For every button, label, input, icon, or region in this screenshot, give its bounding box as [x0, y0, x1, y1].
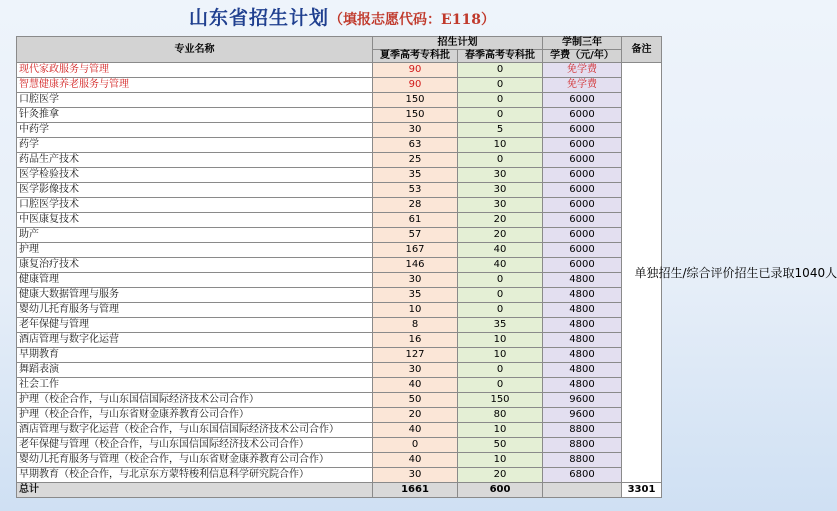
table-row	[17, 108, 662, 123]
table-row	[17, 363, 662, 378]
tuition-fee-cell: 4800	[543, 378, 622, 393]
summer-quota-cell: 63	[373, 138, 458, 153]
summer-quota-cell: 53	[373, 183, 458, 198]
spring-quota-cell: 20	[458, 213, 543, 228]
summer-quota-cell: 28	[373, 198, 458, 213]
major-name-cell: 健康管理	[17, 273, 373, 288]
summer-quota-cell: 61	[373, 213, 458, 228]
note-text: 单独招生/综合评价招生已录取1040人	[634, 265, 837, 280]
tuition-fee-cell: 9600	[543, 408, 622, 423]
page-title	[0, 4, 684, 32]
table-row	[17, 303, 662, 318]
spring-quota-cell: 0	[458, 378, 543, 393]
table-row	[17, 333, 662, 348]
spring-quota-cell: 10	[458, 453, 543, 468]
header-row-1	[17, 37, 662, 50]
tuition-fee-cell: 6000	[543, 228, 622, 243]
table-row	[17, 453, 662, 468]
major-name-cell: 口腔医学	[17, 93, 373, 108]
major-name-cell: 酒店管理与数字化运营	[17, 333, 373, 348]
spring-quota-cell: 20	[458, 228, 543, 243]
table-row	[17, 78, 662, 93]
major-name-cell: 医学影像技术	[17, 183, 373, 198]
summer-quota-cell: 50	[373, 393, 458, 408]
summer-quota-cell: 40	[373, 423, 458, 438]
major-name-cell: 护理	[17, 243, 373, 258]
tuition-fee-cell: 6000	[543, 258, 622, 273]
tuition-fee-cell: 9600	[543, 393, 622, 408]
table-row	[17, 138, 662, 153]
major-name-cell: 药品生产技术	[17, 153, 373, 168]
summer-quota-cell: 150	[373, 108, 458, 123]
tuition-fee-cell: 8800	[543, 453, 622, 468]
table-row	[17, 258, 662, 273]
spring-quota-cell: 80	[458, 408, 543, 423]
major-name-cell: 婴幼儿托育服务与管理（校企合作，与山东省财金康养教育公司合作）	[17, 453, 373, 468]
spring-quota-cell: 40	[458, 258, 543, 273]
tuition-fee-cell: 4800	[543, 303, 622, 318]
summer-quota-cell: 30	[373, 363, 458, 378]
tuition-fee-cell: 4800	[543, 318, 622, 333]
summer-quota-cell: 90	[373, 78, 458, 93]
table-row	[17, 168, 662, 183]
major-name-cell: 护理（校企合作，与山东省财金康养教育公司合作）	[17, 408, 373, 423]
major-name-cell: 口腔医学技术	[17, 198, 373, 213]
summer-quota-cell: 0	[373, 438, 458, 453]
spring-quota-cell: 35	[458, 318, 543, 333]
total-summer: 1661	[373, 483, 458, 498]
major-name-cell: 护理（校企合作，与山东国信国际经济技术公司合作）	[17, 393, 373, 408]
table-row	[17, 228, 662, 243]
major-name-cell: 中药学	[17, 123, 373, 138]
spring-quota-cell: 150	[458, 393, 543, 408]
spring-quota-cell: 0	[458, 288, 543, 303]
major-name-cell: 舞蹈表演	[17, 363, 373, 378]
summer-quota-cell: 40	[373, 453, 458, 468]
total-label: 总计	[17, 483, 373, 498]
major-name-cell: 助产	[17, 228, 373, 243]
spring-quota-cell: 0	[458, 63, 543, 78]
summer-quota-cell: 16	[373, 333, 458, 348]
major-name-cell: 早期教育（校企合作，与北京东方蒙特梭利信息科学研究院合作）	[17, 468, 373, 483]
note-cell	[622, 63, 837, 483]
table-row	[17, 408, 662, 423]
major-name-cell: 老年保健与管理（校企合作，与山东国信国际经济技术公司合作）	[17, 438, 373, 453]
spring-quota-cell: 0	[458, 78, 543, 93]
summer-quota-cell: 8	[373, 318, 458, 333]
tuition-fee-cell: 6000	[543, 183, 622, 198]
tuition-fee-cell: 4800	[543, 273, 622, 288]
major-name-cell: 现代家政服务与管理	[17, 63, 373, 78]
tuition-fee-cell: 6000	[543, 93, 622, 108]
tuition-fee-cell: 6000	[543, 168, 622, 183]
tuition-fee-cell: 6000	[543, 108, 622, 123]
spring-quota-cell: 30	[458, 183, 543, 198]
col-header-plan-group: 招生计划	[373, 37, 543, 50]
tuition-fee-cell: 4800	[543, 288, 622, 303]
tuition-fee-cell: 6800	[543, 468, 622, 483]
col-header-fee-line1: 学制三年	[543, 37, 622, 50]
summer-quota-cell: 150	[373, 93, 458, 108]
summer-quota-cell: 30	[373, 468, 458, 483]
tuition-fee-cell: 6000	[543, 198, 622, 213]
table-row	[17, 198, 662, 213]
title-main: 山东省招生计划	[189, 7, 330, 29]
major-name-cell: 中医康复技术	[17, 213, 373, 228]
spring-quota-cell: 0	[458, 303, 543, 318]
tuition-fee-cell: 6000	[543, 243, 622, 258]
tuition-fee-cell: 8800	[543, 438, 622, 453]
summer-quota-cell: 90	[373, 63, 458, 78]
table-body	[17, 63, 837, 498]
tuition-fee-cell: 免学费	[543, 78, 622, 93]
table-row	[17, 423, 662, 438]
spring-quota-cell: 20	[458, 468, 543, 483]
table-row	[17, 213, 662, 228]
table-row	[17, 318, 662, 333]
total-fee	[543, 483, 622, 498]
table-row	[17, 243, 662, 258]
table-row	[17, 153, 662, 168]
spring-quota-cell: 10	[458, 333, 543, 348]
summer-quota-cell: 20	[373, 408, 458, 423]
spring-quota-cell: 10	[458, 138, 543, 153]
major-name-cell: 针灸推拿	[17, 108, 373, 123]
summer-quota-cell: 146	[373, 258, 458, 273]
title-code: （填报志愿代码：E118）	[329, 12, 495, 28]
col-header-spring: 春季高考专科批	[458, 50, 543, 63]
major-name-cell: 医学检验技术	[17, 168, 373, 183]
spring-quota-cell: 0	[458, 273, 543, 288]
summer-quota-cell: 40	[373, 378, 458, 393]
major-name-cell: 早期教育	[17, 348, 373, 363]
summer-quota-cell: 10	[373, 303, 458, 318]
table-row	[17, 438, 662, 453]
enrollment-plan-table	[16, 36, 837, 498]
table-row	[17, 288, 662, 303]
table-row	[17, 468, 662, 483]
spring-quota-cell: 10	[458, 423, 543, 438]
tuition-fee-cell: 8800	[543, 423, 622, 438]
summer-quota-cell: 30	[373, 123, 458, 138]
spring-quota-cell: 30	[458, 198, 543, 213]
spring-quota-cell: 0	[458, 108, 543, 123]
summer-quota-cell: 167	[373, 243, 458, 258]
spring-quota-cell: 10	[458, 348, 543, 363]
major-name-cell: 酒店管理与数字化运营（校企合作，与山东国信国际经济技术公司合作）	[17, 423, 373, 438]
table-row	[17, 63, 662, 78]
summer-quota-cell: 35	[373, 168, 458, 183]
summer-quota-cell: 30	[373, 273, 458, 288]
table-row	[17, 273, 662, 288]
tuition-fee-cell: 6000	[543, 123, 622, 138]
total-spring: 600	[458, 483, 543, 498]
col-header-major: 专业名称	[17, 37, 373, 63]
total-note: 3301	[622, 483, 662, 498]
col-header-fee-line2: 学费（元/年）	[543, 50, 622, 63]
spring-quota-cell: 0	[458, 363, 543, 378]
tuition-fee-cell: 6000	[543, 153, 622, 168]
total-row	[17, 483, 662, 498]
major-name-cell: 药学	[17, 138, 373, 153]
spring-quota-cell: 40	[458, 243, 543, 258]
spring-quota-cell: 30	[458, 168, 543, 183]
major-name-cell: 康复治疗技术	[17, 258, 373, 273]
major-name-cell: 老年保健与管理	[17, 318, 373, 333]
spring-quota-cell: 0	[458, 153, 543, 168]
tuition-fee-cell: 4800	[543, 333, 622, 348]
spring-quota-cell: 50	[458, 438, 543, 453]
summer-quota-cell: 25	[373, 153, 458, 168]
summer-quota-cell: 57	[373, 228, 458, 243]
major-name-cell: 健康大数据管理与服务	[17, 288, 373, 303]
tuition-fee-cell: 6000	[543, 138, 622, 153]
col-header-note: 备注	[622, 37, 662, 63]
summer-quota-cell: 127	[373, 348, 458, 363]
tuition-fee-cell: 4800	[543, 363, 622, 378]
tuition-fee-cell: 免学费	[543, 63, 622, 78]
table-row	[17, 378, 662, 393]
tuition-fee-cell: 6000	[543, 213, 622, 228]
spring-quota-cell: 5	[458, 123, 543, 138]
table-row	[17, 348, 662, 363]
table-row	[17, 183, 662, 198]
tuition-fee-cell: 4800	[543, 348, 622, 363]
col-header-summer: 夏季高考专科批	[373, 50, 458, 63]
spring-quota-cell: 0	[458, 93, 543, 108]
table-row	[17, 393, 662, 408]
summer-quota-cell: 35	[373, 288, 458, 303]
table-row	[17, 93, 662, 108]
major-name-cell: 智慧健康养老服务与管理	[17, 78, 373, 93]
major-name-cell: 社会工作	[17, 378, 373, 393]
major-name-cell: 婴幼儿托育服务与管理	[17, 303, 373, 318]
table-row	[17, 123, 662, 138]
